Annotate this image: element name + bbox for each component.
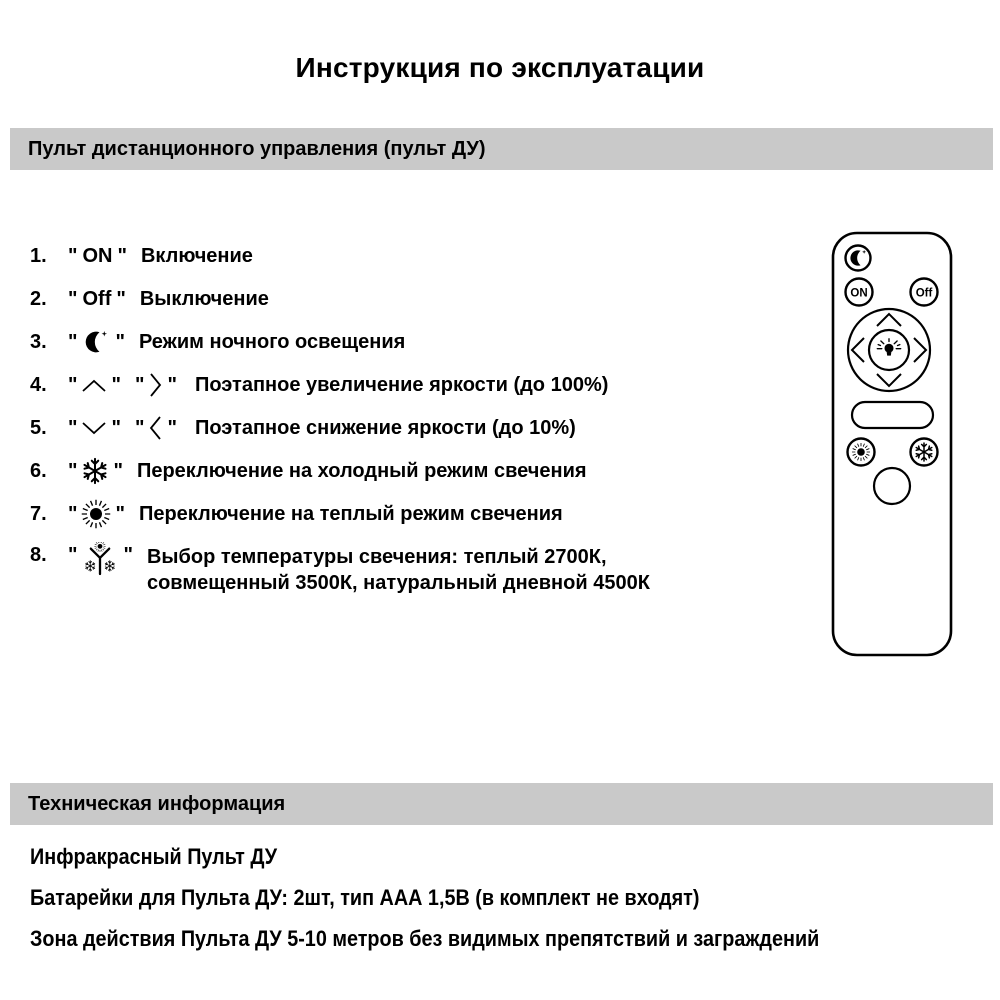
item-number: 8. <box>30 544 47 566</box>
sun-icon <box>81 499 111 529</box>
quote-mark: " <box>68 330 78 353</box>
quote-mark: " <box>68 287 78 310</box>
quote-mark: " <box>111 373 121 396</box>
off-button-label: Off <box>915 287 933 300</box>
quote-mark: " <box>134 416 145 439</box>
item-description: Выключение <box>139 287 269 310</box>
cold-mode-button <box>911 439 938 466</box>
item-number: 3. <box>30 330 47 353</box>
temperature-icon <box>81 542 119 576</box>
on-label: ON <box>82 244 113 267</box>
quote-mark: " <box>68 544 78 566</box>
brightness-dpad <box>848 309 930 391</box>
item-description-line2: совмещенный 3500К, натуральный дневной 4500К <box>146 572 650 594</box>
item-number: 5. <box>30 416 47 439</box>
tech-info-line: Зона действия Пульта ДУ 5-10 метров без видимых препятствий и заграждений <box>30 926 820 951</box>
snowflake-icon <box>81 457 109 485</box>
moon-icon <box>81 327 111 357</box>
warm-mode-button <box>848 439 875 466</box>
remote-illustration <box>820 226 960 666</box>
section-header-remote <box>10 128 993 170</box>
quote-mark: " <box>115 330 125 353</box>
mode-pill-button <box>852 402 933 428</box>
quote-mark: " <box>116 287 126 310</box>
item-description: Поэтапное снижение яркости (до 10%) <box>194 416 576 439</box>
item-number: 2. <box>30 287 47 310</box>
item-description: Включение <box>140 244 253 267</box>
chevron-up-icon <box>81 378 107 393</box>
page-title: Инструкция по эксплуатации <box>295 52 705 83</box>
chevron-left-icon <box>148 415 163 441</box>
quote-mark: " <box>68 373 78 396</box>
section-header-remote-label: Пульт дистанционного управления (пульт ДУ) <box>28 137 486 160</box>
chevron-right-icon <box>148 372 163 398</box>
quote-mark: " <box>68 244 78 267</box>
item-description-line1: Выбор температуры свечения: теплый 2700К, <box>146 546 607 568</box>
quote-mark: " <box>123 544 133 566</box>
list-item <box>30 415 650 441</box>
instruction-list <box>30 243 650 596</box>
quote-mark: " <box>113 459 123 482</box>
quote-mark: " <box>115 502 125 525</box>
item-description: Переключение на холодный режим свечения <box>136 459 587 482</box>
tech-info <box>30 845 907 951</box>
list-item <box>30 458 650 484</box>
item-number: 6. <box>30 459 47 482</box>
list-item <box>30 501 650 527</box>
list-item <box>30 372 650 398</box>
item-number: 4. <box>30 373 47 396</box>
item-description: Режим ночного освещения <box>138 330 406 353</box>
quote-mark: " <box>117 244 127 267</box>
item-description: Переключение на теплый режим свечения <box>138 502 563 525</box>
quote-mark: " <box>167 416 177 439</box>
quote-mark: " <box>134 373 145 396</box>
item-number: 7. <box>30 502 47 525</box>
list-item <box>30 329 650 355</box>
sun-icon <box>852 443 870 461</box>
chevron-down-icon <box>81 421 107 436</box>
quote-mark: " <box>111 416 121 439</box>
off-button <box>911 279 938 306</box>
on-button <box>846 279 873 306</box>
list-item <box>30 544 650 596</box>
quote-mark: " <box>68 416 78 439</box>
list-item <box>30 243 650 269</box>
tech-info-line: Батарейки для Пульта ДУ: 2шт, тип ААА 1,5В (в комплект не входят) <box>30 885 700 910</box>
item-number: 1. <box>30 244 47 267</box>
list-item <box>30 286 650 312</box>
night-mode-button <box>846 246 871 271</box>
tech-info-line: Инфракрасный Пульт ДУ <box>30 844 278 869</box>
quote-mark: " <box>68 459 78 482</box>
temperature-button <box>874 468 910 504</box>
item-description <box>147 544 650 596</box>
item-description: Поэтапное увеличение яркости (до 100%) <box>194 373 609 396</box>
off-label: Off <box>82 287 112 310</box>
section-header-tech-label: Техническая информация <box>28 792 286 815</box>
on-button-label: ON <box>850 287 868 300</box>
quote-mark: " <box>167 373 177 396</box>
section-header-tech <box>10 783 993 825</box>
quote-mark: " <box>68 502 78 525</box>
